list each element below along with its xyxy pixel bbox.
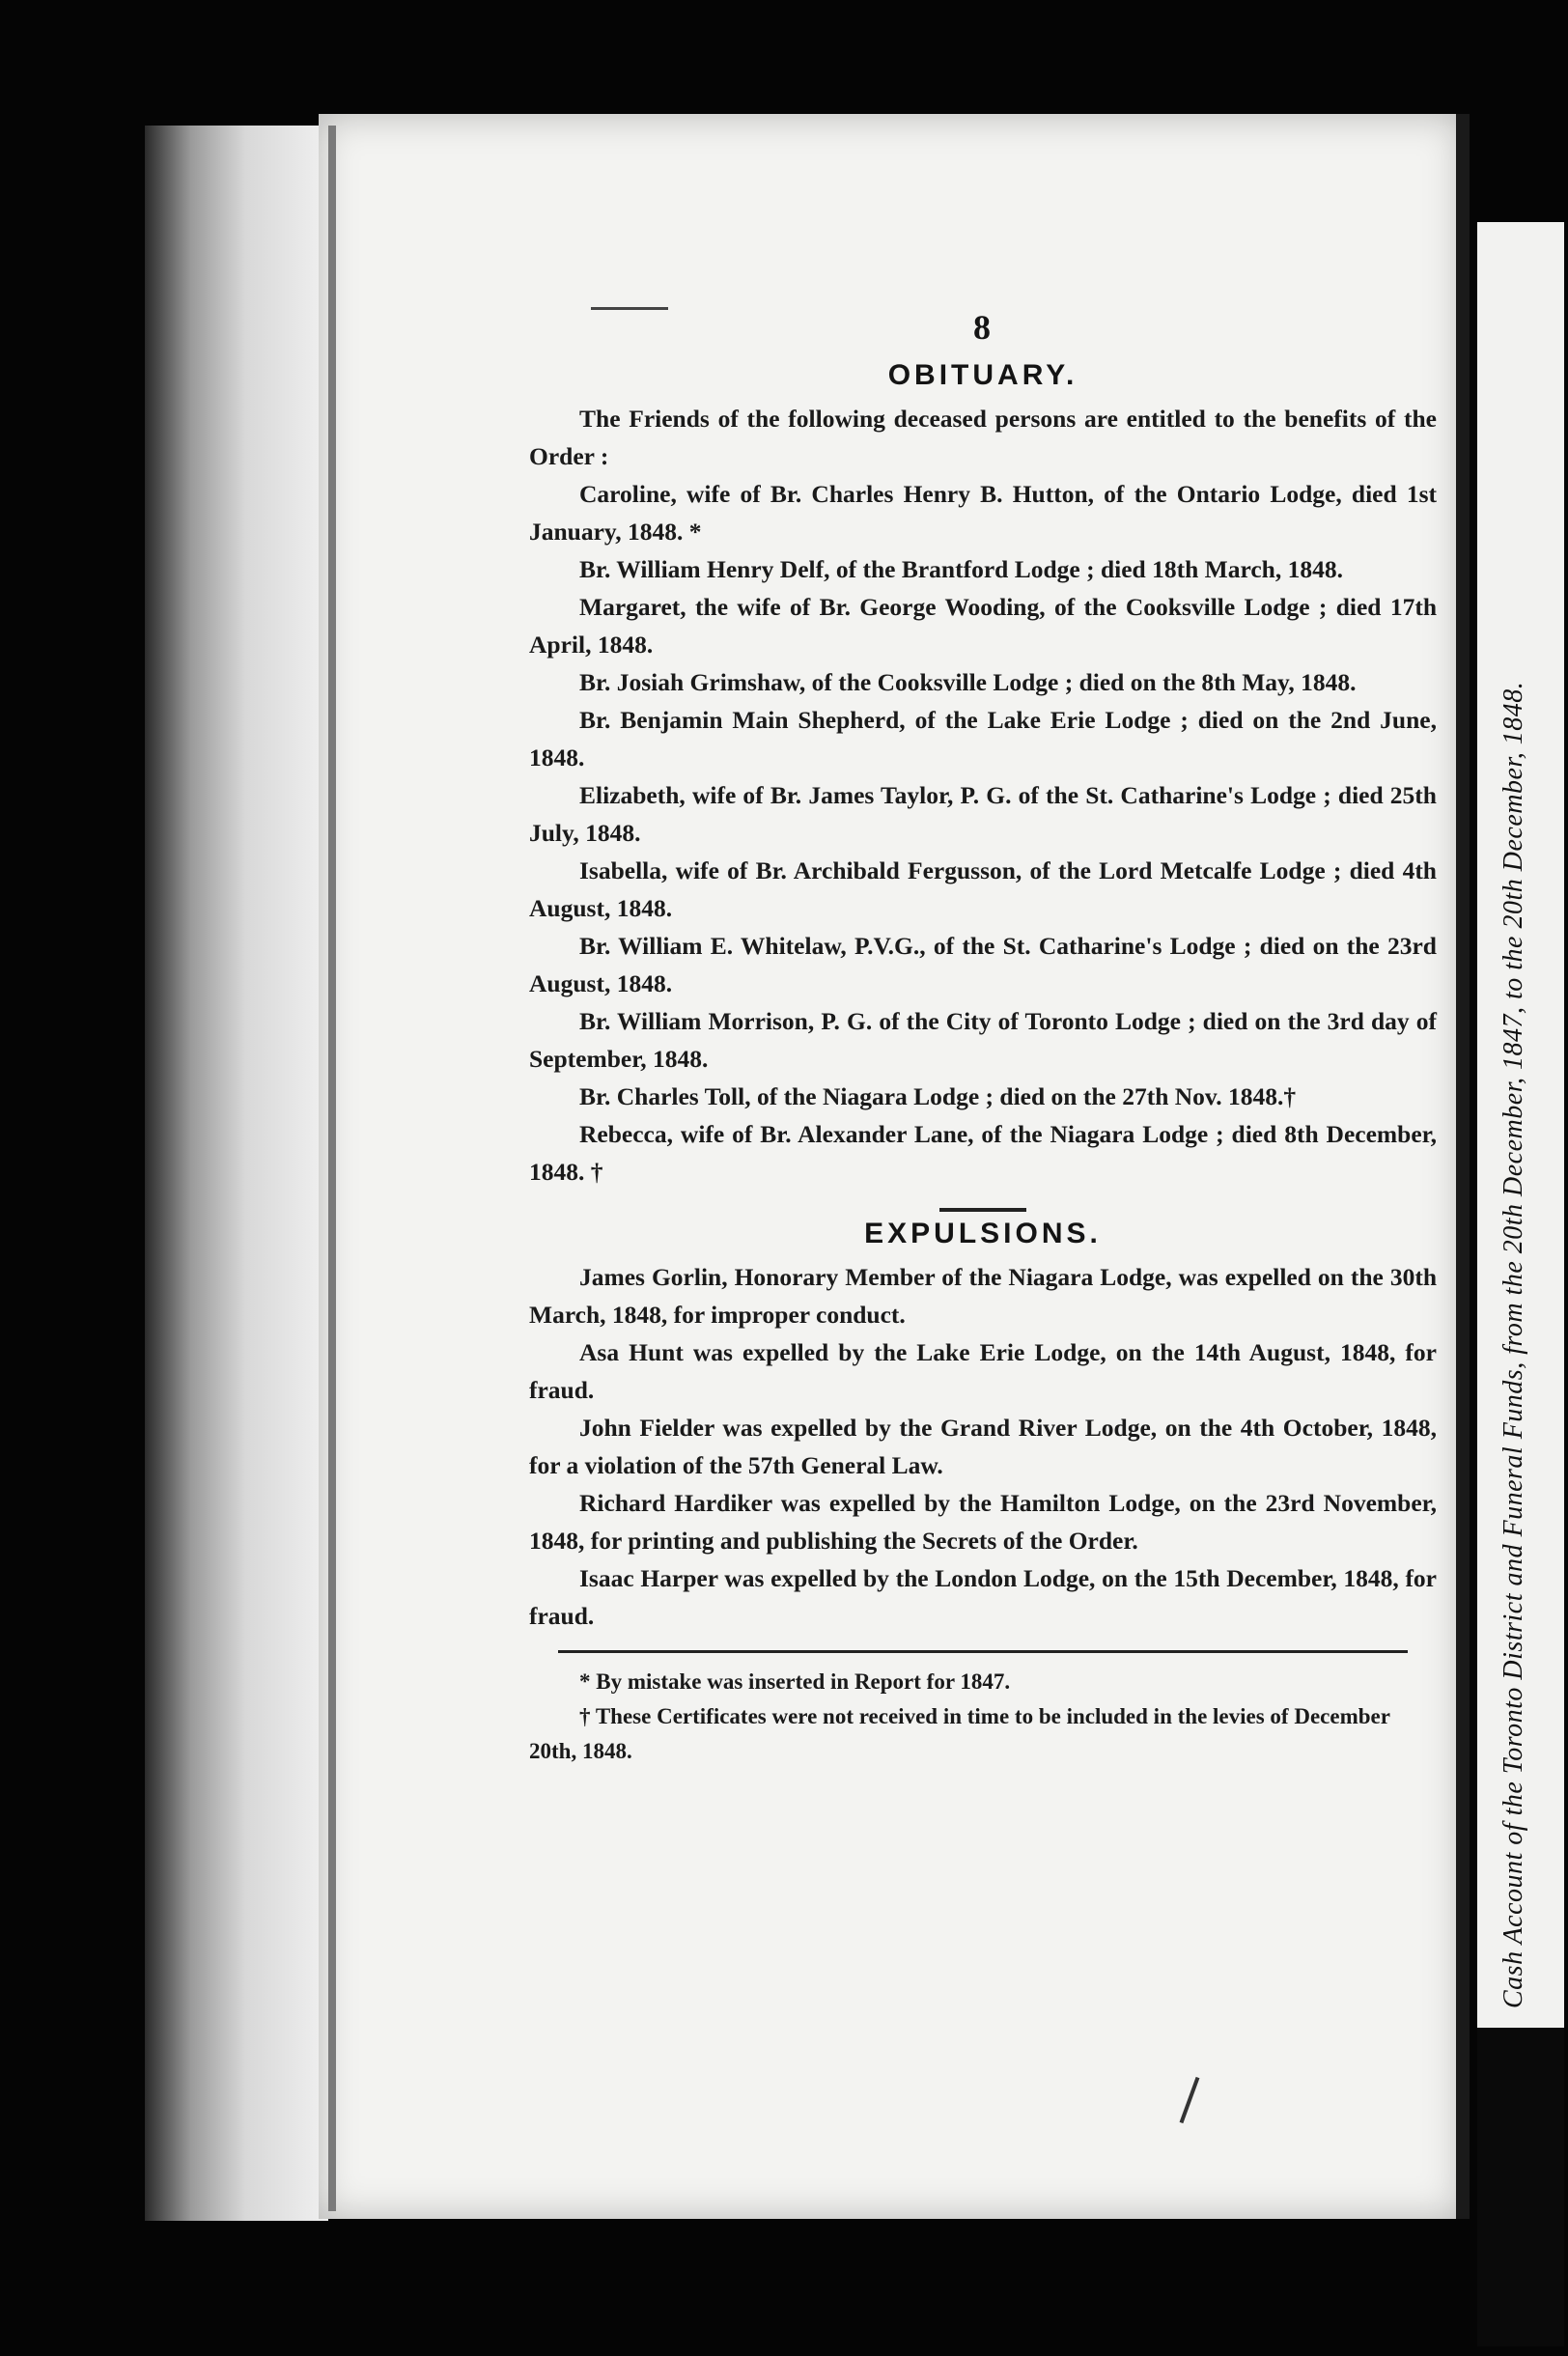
facing-page-edge [145, 126, 328, 2221]
page-number: 8 [973, 308, 993, 347]
obituary-heading: OBITUARY. [887, 359, 1078, 391]
obituary-entry: Br. Josiah Grimshaw, of the Cooksville Lodge ; died on the 8th May, 1848. [579, 668, 1357, 696]
obituary-entry: Margaret, the wife of Br. George Wooding, of the Cooksville Lodge ; died 17th April, 1848. [529, 593, 1437, 659]
footnote: † These Certificates were not received in time to be included in the levies of December 20th, 1848. [529, 1704, 1390, 1763]
obituary-entry: Elizabeth, wife of Br. James Taylor, P. G. of the St. Catharine's Lodge ; died 25th July, 1848. [529, 781, 1437, 847]
obituary-entry: Isabella, wife of Br. Archibald Fergusson, of the Lord Metcalfe Lodge ; died 4th August, 1848. [529, 856, 1437, 922]
page-content [529, 307, 1437, 1769]
obituary-entry: Caroline, wife of Br. Charles Henry B. Hutton, of the Ontario Lodge, died 1st January, 1848. * [529, 480, 1437, 546]
obituary-entry: Br. William Morrison, P. G. of the City of Toronto Lodge ; died on the 3rd day of September, 1848. [529, 1007, 1437, 1073]
obituary-intro: The Friends of the following deceased persons are entitled to the benefits of the Order : [529, 405, 1437, 470]
expulsion-entry: John Fielder was expelled by the Grand River Lodge, on the 4th October, 1848, for a violation of the 57th General Law. [529, 1414, 1437, 1479]
page-right-edge [1456, 114, 1470, 2219]
footnote-divider [558, 1650, 1408, 1653]
obituary-entry: Rebecca, wife of Br. Alexander Lane, of the Niagara Lodge ; died 8th December, 1848. † [529, 1120, 1437, 1186]
obituary-entry: Br. Benjamin Main Shepherd, of the Lake Erie Lodge ; died on the 2nd June, 1848. [529, 706, 1437, 771]
section-divider [939, 1208, 1026, 1212]
expulsion-entry: James Gorlin, Honorary Member of the Niagara Lodge, was expelled on the 30th March, 1848, for improper conduct. [529, 1263, 1437, 1329]
scan-bottom-right-shadow [1477, 2028, 1564, 2346]
adjacent-page-rotated-heading: Cash Account of the Toronto District and Funeral Funds, from the 20th December, 1847, to the 20th December, 1848. [1498, 681, 1528, 2008]
expulsion-entry: Isaac Harper was expelled by the London Lodge, on the 15th December, 1848, for fraud. [529, 1564, 1437, 1630]
footnote: * By mistake was inserted in Report for 1847. [579, 1669, 1011, 1694]
expulsion-entry: Richard Hardiker was expelled by the Hamilton Lodge, on the 23rd November, 1848, for printing and publishing the Secrets of the Order. [529, 1489, 1437, 1555]
obituary-entry: Br. William Henry Delf, of the Brantford Lodge ; died 18th March, 1848. [579, 555, 1343, 583]
expulsion-entry: Asa Hunt was expelled by the Lake Erie Lodge, on the 14th August, 1848, for fraud. [529, 1338, 1437, 1404]
expulsions-heading: EXPULSIONS. [864, 1218, 1102, 1249]
page-binding-line [328, 126, 336, 2211]
obituary-entry: Br. William E. Whitelaw, P.V.G., of the St. Catharine's Lodge ; died on the 23rd August, 1848. [529, 932, 1437, 997]
obituary-entry: Br. Charles Toll, of the Niagara Lodge ; died on the 27th Nov. 1848.† [579, 1082, 1297, 1110]
